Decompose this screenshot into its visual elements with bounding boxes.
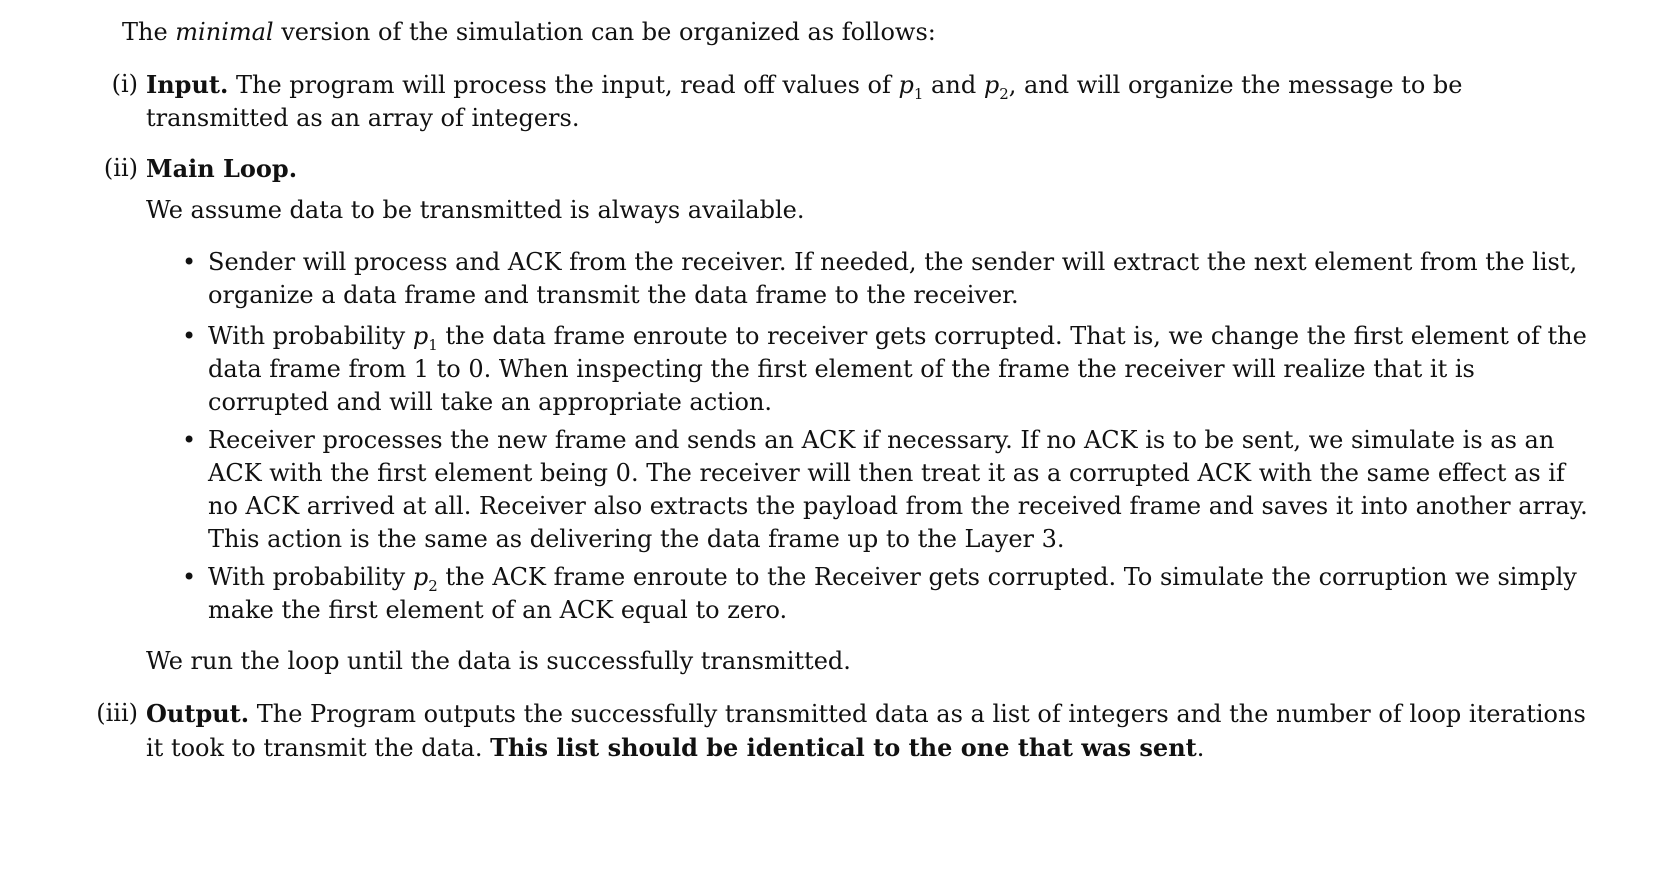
math-subscript: 1	[428, 336, 438, 354]
item-label: (iii)	[96, 699, 138, 727]
math-p: p	[412, 322, 429, 350]
math-p: p	[983, 71, 1000, 99]
item-label: (i)	[111, 70, 138, 98]
math-p: p	[412, 563, 429, 591]
bullet-text: Receiver processes the new frame and sends an ACK if necessary. If no ACK is to be sent, we simulate is as an ACK with the first element being 0. The receiver will then treat it as a corrupted ACK with the same effect as if no ACK arrived at all. Receiver also extracts the payload from the received frame and saves it into another array. This action is the same as delivering the data frame up to the Layer 3.	[208, 426, 1588, 553]
bullet-text: the ACK frame enroute to the Receiver gets corrupted. To simulate the corruption we simply make the first element of an ACK equal to zero.	[208, 563, 1577, 624]
bullet-icon: •	[182, 248, 197, 276]
item-text-end: .	[1196, 734, 1205, 762]
math-subscript: 2	[999, 85, 1009, 103]
main-loop-closing: We run the loop until the data is successfully transmitted.	[146, 647, 851, 675]
list-item-input	[111, 68, 1592, 135]
item-text: , and will organize the message to be transmitted as an array of integers.	[146, 71, 1463, 132]
bullet-text: With probability	[208, 563, 413, 591]
bullet-text: the data frame enroute to receiver gets corrupted. That is, we change the first element of the data frame from 1 to 0. When inspecting the first element of the frame the receiver will realize that it is corrupted and will take an appropriate action.	[208, 322, 1587, 416]
item-strong-text: This list should be identical to the one that was sent	[490, 733, 1197, 762]
list-item-main-loop	[103, 152, 1592, 186]
math-p: p	[898, 71, 914, 99]
intro-text-after: version of the simulation can be organized as follows:	[273, 18, 936, 46]
bullet-icon: •	[182, 426, 197, 454]
bullet-icon: •	[182, 563, 197, 591]
intro-emphasis: minimal	[175, 18, 274, 46]
intro-text-before: The	[122, 18, 176, 46]
item-text: The program will process the input, read off values of	[228, 71, 899, 99]
math-subscript: 2	[428, 577, 438, 595]
bullet-item	[182, 320, 1592, 419]
item-text: and	[923, 71, 984, 99]
main-loop-assumption: We assume data to be transmitted is always available.	[146, 196, 805, 224]
bullet-item	[182, 246, 1592, 312]
bullet-item	[182, 561, 1592, 627]
math-subscript: 1	[913, 85, 924, 103]
list-item-output	[96, 697, 1592, 765]
intro-paragraph	[122, 16, 936, 49]
bullet-text: With probability	[208, 322, 413, 350]
item-lead: Input.	[146, 70, 229, 99]
bullet-item	[182, 424, 1592, 556]
item-lead: Main Loop.	[146, 154, 298, 183]
bullet-text: Sender will process and ACK from the receiver. If needed, the sender will extract the next element from the list, organize a data frame and transmit the data frame to the receiver.	[208, 248, 1578, 309]
item-label: (ii)	[103, 154, 138, 182]
item-text: The Program outputs the successfully transmitted data as a list of integers and the number of loop iterations it took to transmit the data.	[146, 700, 1586, 762]
item-lead: Output.	[146, 699, 250, 728]
bullet-icon: •	[182, 322, 197, 350]
